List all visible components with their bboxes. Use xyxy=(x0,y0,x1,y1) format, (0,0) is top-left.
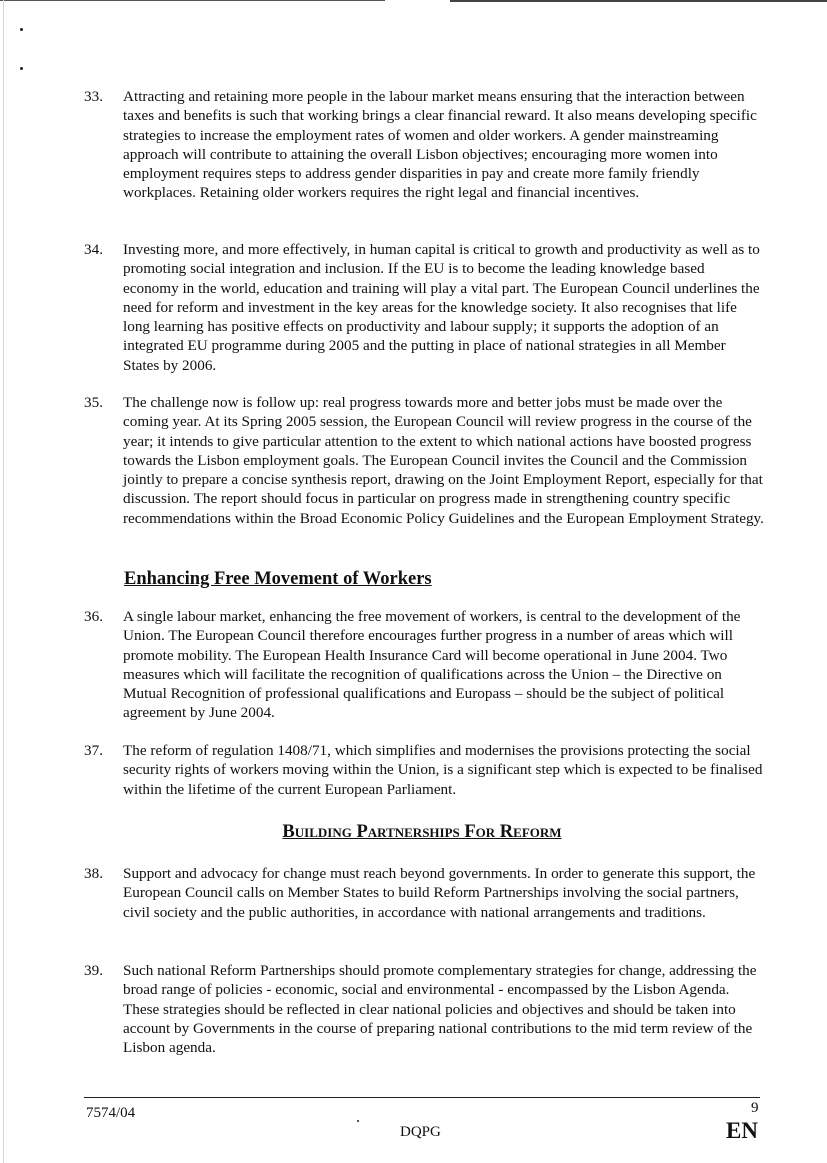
scan-top-edge-right xyxy=(450,0,827,2)
scan-speck xyxy=(20,28,23,31)
paragraph-37 xyxy=(84,741,764,799)
paragraph-number: 34. xyxy=(84,241,103,258)
scan-speck xyxy=(357,1120,359,1122)
paragraph-text: Attracting and retaining more people in the labour market means ensuring that the interaction between taxes and benefits is such that working brings a clear financial reward. It also means developing specific strategies to increase the employment rates of women and older workers. A gender mainstreaming approach will contribute to attaining the overall Lisbon objectives; encouraging more women into employment requires steps to address gender disparities in pay and create more family friendly workplaces. Retaining older workers requires the right legal and financial incentives. xyxy=(123,88,757,202)
paragraph-number: 33. xyxy=(84,88,103,105)
page-number: 9 xyxy=(751,1100,759,1116)
paragraph-text: Support and advocacy for change must reach beyond governments. In order to generate this support, the European Council calls on Member States to build Reform Partnerships involving the social partners, civil society and the public authorities, in accordance with national arrangements and traditions. xyxy=(123,865,756,921)
language-code: EN xyxy=(726,1118,758,1143)
paragraph-33 xyxy=(84,87,764,203)
paragraph-38 xyxy=(84,864,764,922)
paragraph-39 xyxy=(84,961,764,1057)
section-heading-partnerships: Building Partnerships For Reform xyxy=(282,822,562,842)
paragraph-number: 36. xyxy=(84,608,103,625)
paragraph-text: The reform of regulation 1408/71, which simplifies and modernises the provisions protecting the social security rights of workers moving within the Union, is a significant step which is expected to be finalised within the lifetime of the current European Parliament. xyxy=(123,742,763,798)
paragraph-34 xyxy=(84,240,764,375)
footer-rule xyxy=(84,1097,760,1098)
scan-top-edge-left xyxy=(0,0,385,1)
department-code: DQPG xyxy=(400,1124,441,1140)
section-heading-free-movement: Enhancing Free Movement of Workers xyxy=(124,569,432,589)
paragraph-number: 39. xyxy=(84,962,103,979)
paragraph-number: 38. xyxy=(84,865,103,882)
paragraph-text: The challenge now is follow up: real progress towards more and better jobs must be made over the coming year. At its Spring 2005 session, the European Council will review progress in the course of the year; it intends to give particular attention to the extent to which national actions have boosted progress towards the Lisbon employment goals. The European Council invites the Council and the Commission jointly to prepare a concise synthesis report, drawing on the Joint Employment Report, especially for that discussion. The report should focus in particular on progress made in strengthening country specific recommendations within the Broad Economic Policy Guidelines and the European Employment Strategy. xyxy=(123,394,764,527)
paragraph-text: Such national Reform Partnerships should promote complementary strategies for change, addressing the broad range of policies - economic, social and environmental - encompassed by the Lisbon Agenda. These strategies should be reflected in clear national policies and objectives and should be taken into account by Governments in the course of preparing national contributions to the mid term review of the Lisbon agenda. xyxy=(123,962,757,1057)
scan-left-edge xyxy=(3,0,4,1163)
paragraph-number: 35. xyxy=(84,394,103,411)
paragraph-35 xyxy=(84,393,764,528)
document-reference: 7574/04 xyxy=(86,1105,136,1121)
paragraph-text: A single labour market, enhancing the free movement of workers, is central to the development of the Union. The European Council therefore encourages further progress in a number of areas which will promote mobility. The European Health Insurance Card will become operational in June 2004. Two measures which will facilitate the recognition of qualifications across the Union – the Directive on Mutual Recognition of professional qualifications and Europass – should be the subject of political agreement by June 2004. xyxy=(123,608,741,722)
paragraph-text: Investing more, and more effectively, in human capital is critical to growth and productivity as well as to promoting social integration and inclusion. If the EU is to become the leading knowledge based economy in the world, education and training will play a vital part. The European Council underlines the need for reform and investment in the key areas for the knowledge society. It also recognises that life long learning has positive effects on productivity and labour supply; it supports the adoption of an integrated EU programme during 2005 and the putting in place of national strategies in all Member States by 2006. xyxy=(123,241,760,374)
scan-speck xyxy=(20,67,23,70)
paragraph-36 xyxy=(84,607,764,723)
paragraph-number: 37. xyxy=(84,742,103,759)
